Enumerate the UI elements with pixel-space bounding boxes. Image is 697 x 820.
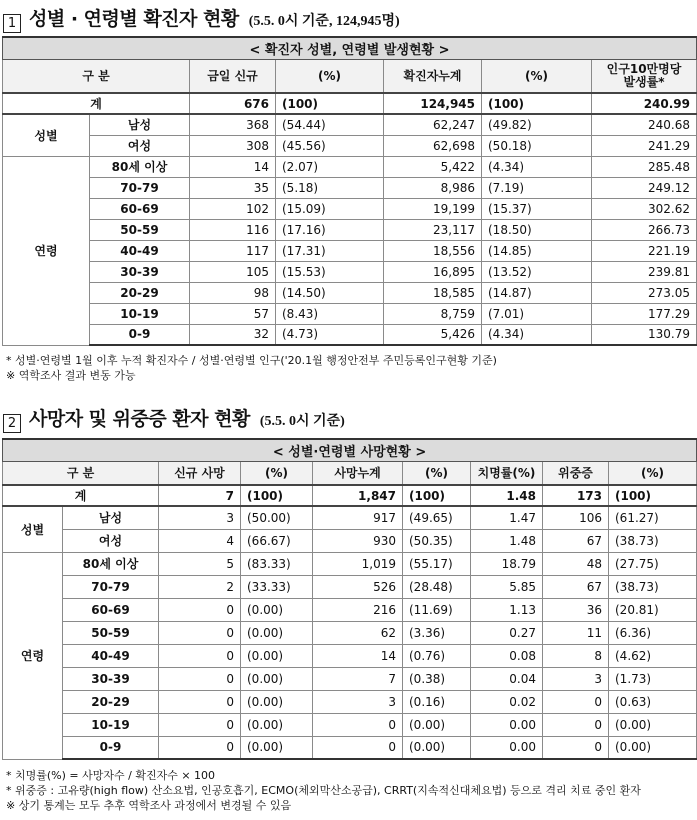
severe-cell: 8	[543, 644, 609, 667]
deaths-table-caption: < 성별·연령별 사망현황 >	[3, 439, 697, 461]
cum-deaths-cell: 1,019	[313, 552, 403, 575]
total-cum-deaths: 1,847	[313, 485, 403, 506]
table-row	[3, 177, 697, 198]
new-deaths-pct-cell: (0.00)	[241, 621, 313, 644]
severe-cell: 106	[543, 506, 609, 529]
new-cases-cell: 32	[190, 324, 276, 345]
row-label: 남성	[90, 114, 190, 135]
table-row	[3, 713, 697, 736]
rate-cell: 302.62	[592, 198, 697, 219]
cum-deaths-pct-cell: (50.35)	[403, 529, 471, 552]
table-row	[3, 690, 697, 713]
total-label: 계	[3, 93, 190, 114]
cum-deaths-pct-cell: (11.69)	[403, 598, 471, 621]
cum-pct-cell: (14.87)	[482, 282, 592, 303]
section2-notes	[6, 768, 641, 813]
total-rate: 240.99	[592, 93, 697, 114]
row-label: 10-19	[90, 303, 190, 324]
fatality-cell: 0.27	[471, 621, 543, 644]
new-deaths-cell: 0	[159, 736, 241, 759]
cum-deaths-pct-cell: (3.36)	[403, 621, 471, 644]
section2-note-2: * 위중증 : 고유량(high flow) 산소요법, 인공호흡기, ECMO(체외막산소공급), CRRT(지속적신대체요법) 등으로 격리 치료 중인 환자	[6, 784, 641, 797]
new-deaths-pct-cell: (0.00)	[241, 736, 313, 759]
cumulative-cell: 62,247	[384, 114, 482, 135]
severe-cell: 36	[543, 598, 609, 621]
table-row	[3, 135, 697, 156]
header-rate-line1: 인구10만명당	[606, 61, 682, 76]
row-label: 70-79	[63, 575, 159, 598]
header-new-deaths: 신규 사망	[159, 461, 241, 485]
section2-note-3: ※ 상기 통계는 모두 추후 역학조사 과정에서 변경될 수 있음	[6, 799, 292, 812]
table-row	[3, 282, 697, 303]
new-cases-cell: 116	[190, 219, 276, 240]
section1-number: 1	[3, 14, 21, 33]
new-deaths-cell: 5	[159, 552, 241, 575]
severe-cell: 0	[543, 713, 609, 736]
section1-notes	[6, 353, 497, 383]
cum-deaths-cell: 62	[313, 621, 403, 644]
table-row	[3, 240, 697, 261]
severe-pct-cell: (4.62)	[609, 644, 697, 667]
cumulative-cell: 23,117	[384, 219, 482, 240]
fatality-cell: 1.13	[471, 598, 543, 621]
section2-title: 사망자 및 위중증 환자 현황	[29, 408, 250, 430]
row-label: 30-39	[63, 667, 159, 690]
new-cases-cell: 35	[190, 177, 276, 198]
new-deaths-cell: 2	[159, 575, 241, 598]
new-cases-cell: 117	[190, 240, 276, 261]
new-cases-cell: 368	[190, 114, 276, 135]
total-cum: 124,945	[384, 93, 482, 114]
cum-deaths-pct-cell: (0.76)	[403, 644, 471, 667]
rate-cell: 130.79	[592, 324, 697, 345]
new-deaths-pct-cell: (0.00)	[241, 690, 313, 713]
cum-pct-cell: (18.50)	[482, 219, 592, 240]
table-row	[3, 621, 697, 644]
new-deaths-pct-cell: (0.00)	[241, 667, 313, 690]
cum-deaths-pct-cell: (0.16)	[403, 690, 471, 713]
row-label: 60-69	[90, 198, 190, 219]
cum-pct-cell: (50.18)	[482, 135, 592, 156]
new-pct-cell: (5.18)	[276, 177, 384, 198]
cumulative-cell: 19,199	[384, 198, 482, 219]
cumulative-cell: 8,986	[384, 177, 482, 198]
table-row	[3, 575, 697, 598]
deaths-table	[2, 438, 697, 760]
table-row	[3, 736, 697, 759]
new-deaths-cell: 0	[159, 598, 241, 621]
new-pct-cell: (45.56)	[276, 135, 384, 156]
fatality-cell: 0.00	[471, 713, 543, 736]
rate-cell: 285.48	[592, 156, 697, 177]
severe-pct-cell: (1.73)	[609, 667, 697, 690]
row-label: 남성	[63, 506, 159, 529]
total-new-deaths-pct: (100)	[241, 485, 313, 506]
row-label: 70-79	[90, 177, 190, 198]
severe-pct-cell: (6.36)	[609, 621, 697, 644]
new-deaths-pct-cell: (0.00)	[241, 598, 313, 621]
total-new-pct: (100)	[276, 93, 384, 114]
new-pct-cell: (14.50)	[276, 282, 384, 303]
severe-pct-cell: (38.73)	[609, 529, 697, 552]
rate-cell: 240.68	[592, 114, 697, 135]
section1-note-1: * 성별·연령별 1월 이후 누적 확진자수 / 성별·연령별 인구('20.1월 행정안전부 주민등록인구현황 기준)	[6, 354, 497, 367]
total-severe-pct: (100)	[609, 485, 697, 506]
table-row	[3, 156, 697, 177]
cum-deaths-cell: 216	[313, 598, 403, 621]
severe-pct-cell: (61.27)	[609, 506, 697, 529]
header-rate	[592, 59, 697, 93]
section2-subtitle: (5.5. 0시 기준)	[259, 414, 345, 429]
total-row	[3, 93, 697, 114]
cum-deaths-cell: 0	[313, 736, 403, 759]
row-group-label: 성별	[3, 506, 63, 552]
rate-cell: 241.29	[592, 135, 697, 156]
row-label: 20-29	[90, 282, 190, 303]
row-label: 여성	[63, 529, 159, 552]
new-deaths-pct-cell: (0.00)	[241, 713, 313, 736]
new-pct-cell: (15.53)	[276, 261, 384, 282]
new-deaths-cell: 0	[159, 690, 241, 713]
new-deaths-cell: 4	[159, 529, 241, 552]
cum-deaths-cell: 526	[313, 575, 403, 598]
header-cumulative: 확진자누계	[384, 59, 482, 93]
total-row	[3, 485, 697, 506]
row-label: 0-9	[63, 736, 159, 759]
table-row	[3, 644, 697, 667]
cum-deaths-pct-cell: (49.65)	[403, 506, 471, 529]
severe-pct-cell: (38.73)	[609, 575, 697, 598]
new-pct-cell: (54.44)	[276, 114, 384, 135]
row-label: 0-9	[90, 324, 190, 345]
header-new-pct: (%)	[276, 59, 384, 93]
new-cases-cell: 105	[190, 261, 276, 282]
severe-pct-cell: (20.81)	[609, 598, 697, 621]
new-deaths-cell: 0	[159, 644, 241, 667]
table-row	[3, 506, 697, 529]
cum-deaths-cell: 0	[313, 713, 403, 736]
table-row	[3, 529, 697, 552]
header-new-cases: 금일 신규	[190, 59, 276, 93]
section2-number: 2	[3, 414, 21, 433]
fatality-cell: 18.79	[471, 552, 543, 575]
row-label: 60-69	[63, 598, 159, 621]
cumulative-cell: 16,895	[384, 261, 482, 282]
header-category: 구 분	[3, 461, 159, 485]
row-label: 80세 이상	[63, 552, 159, 575]
cum-deaths-cell: 3	[313, 690, 403, 713]
cum-pct-cell: (7.19)	[482, 177, 592, 198]
new-pct-cell: (17.31)	[276, 240, 384, 261]
fatality-cell: 0.04	[471, 667, 543, 690]
cum-deaths-pct-cell: (55.17)	[403, 552, 471, 575]
section1-subtitle: (5.5. 0시 기준, 124,945명)	[248, 14, 400, 29]
table-row	[3, 667, 697, 690]
table-row	[3, 261, 697, 282]
table-row	[3, 324, 697, 345]
new-pct-cell: (15.09)	[276, 198, 384, 219]
table-row	[3, 303, 697, 324]
header-cum-deaths-pct: (%)	[403, 461, 471, 485]
new-deaths-pct-cell: (66.67)	[241, 529, 313, 552]
new-cases-cell: 14	[190, 156, 276, 177]
cumulative-cell: 5,426	[384, 324, 482, 345]
fatality-cell: 1.48	[471, 529, 543, 552]
new-deaths-pct-cell: (33.33)	[241, 575, 313, 598]
severe-cell: 3	[543, 667, 609, 690]
rate-cell: 266.73	[592, 219, 697, 240]
cum-deaths-pct-cell: (0.00)	[403, 713, 471, 736]
new-pct-cell: (8.43)	[276, 303, 384, 324]
rate-cell: 177.29	[592, 303, 697, 324]
severe-cell: 67	[543, 575, 609, 598]
new-deaths-cell: 3	[159, 506, 241, 529]
fatality-cell: 5.85	[471, 575, 543, 598]
severe-cell: 48	[543, 552, 609, 575]
cases-table	[2, 36, 697, 346]
rate-cell: 221.19	[592, 240, 697, 261]
total-new-deaths: 7	[159, 485, 241, 506]
table-row	[3, 219, 697, 240]
rate-cell: 239.81	[592, 261, 697, 282]
row-group-label: 연령	[3, 156, 90, 345]
new-deaths-pct-cell: (50.00)	[241, 506, 313, 529]
severe-pct-cell: (27.75)	[609, 552, 697, 575]
rate-cell: 249.12	[592, 177, 697, 198]
severe-cell: 11	[543, 621, 609, 644]
row-label: 50-59	[63, 621, 159, 644]
cases-table-caption: < 확진자 성별, 연령별 발생현황 >	[3, 37, 697, 59]
new-cases-cell: 98	[190, 282, 276, 303]
severe-pct-cell: (0.00)	[609, 713, 697, 736]
header-cum-deaths: 사망누계	[313, 461, 403, 485]
header-fatality: 치명률(%)	[471, 461, 543, 485]
cum-pct-cell: (49.82)	[482, 114, 592, 135]
cum-pct-cell: (15.37)	[482, 198, 592, 219]
new-pct-cell: (17.16)	[276, 219, 384, 240]
row-label: 여성	[90, 135, 190, 156]
severe-cell: 67	[543, 529, 609, 552]
new-pct-cell: (2.07)	[276, 156, 384, 177]
cum-deaths-pct-cell: (0.38)	[403, 667, 471, 690]
row-label: 40-49	[63, 644, 159, 667]
cum-pct-cell: (7.01)	[482, 303, 592, 324]
cumulative-cell: 5,422	[384, 156, 482, 177]
header-category: 구 분	[3, 59, 190, 93]
header-severe: 위중증	[543, 461, 609, 485]
new-deaths-cell: 0	[159, 667, 241, 690]
new-deaths-pct-cell: (0.00)	[241, 644, 313, 667]
section1-note-2: ※ 역학조사 결과 변동 가능	[6, 369, 136, 382]
new-deaths-cell: 0	[159, 713, 241, 736]
row-label: 10-19	[63, 713, 159, 736]
severe-pct-cell: (0.63)	[609, 690, 697, 713]
total-cum-deaths-pct: (100)	[403, 485, 471, 506]
new-cases-cell: 102	[190, 198, 276, 219]
cum-deaths-pct-cell: (28.48)	[403, 575, 471, 598]
cum-deaths-cell: 917	[313, 506, 403, 529]
row-label: 80세 이상	[90, 156, 190, 177]
cum-deaths-cell: 930	[313, 529, 403, 552]
severe-cell: 0	[543, 736, 609, 759]
cumulative-cell: 8,759	[384, 303, 482, 324]
row-group-label: 연령	[3, 552, 63, 759]
table-row	[3, 114, 697, 135]
new-deaths-pct-cell: (83.33)	[241, 552, 313, 575]
cum-deaths-cell: 14	[313, 644, 403, 667]
table-row	[3, 598, 697, 621]
row-label: 30-39	[90, 261, 190, 282]
new-cases-cell: 57	[190, 303, 276, 324]
total-label: 계	[3, 485, 159, 506]
fatality-cell: 0.08	[471, 644, 543, 667]
severe-pct-cell: (0.00)	[609, 736, 697, 759]
cumulative-cell: 18,556	[384, 240, 482, 261]
cum-deaths-cell: 7	[313, 667, 403, 690]
severe-cell: 0	[543, 690, 609, 713]
header-rate-line2: 발생률*	[623, 74, 665, 89]
total-fatality: 1.48	[471, 485, 543, 506]
section1-title: 성별 · 연령별 확진자 현황	[29, 8, 239, 30]
new-deaths-cell: 0	[159, 621, 241, 644]
cum-pct-cell: (13.52)	[482, 261, 592, 282]
row-label: 50-59	[90, 219, 190, 240]
new-pct-cell: (4.73)	[276, 324, 384, 345]
total-new: 676	[190, 93, 276, 114]
header-new-deaths-pct: (%)	[241, 461, 313, 485]
row-label: 40-49	[90, 240, 190, 261]
row-group-label: 성별	[3, 114, 90, 156]
fatality-cell: 0.02	[471, 690, 543, 713]
cum-pct-cell: (4.34)	[482, 156, 592, 177]
table-row	[3, 198, 697, 219]
cumulative-cell: 62,698	[384, 135, 482, 156]
table-row	[3, 552, 697, 575]
fatality-cell: 1.47	[471, 506, 543, 529]
cum-deaths-pct-cell: (0.00)	[403, 736, 471, 759]
section2-note-1: * 치명률(%) = 사망자수 / 확진자수 × 100	[6, 769, 216, 782]
cumulative-cell: 18,585	[384, 282, 482, 303]
total-severe: 173	[543, 485, 609, 506]
header-severe-pct: (%)	[609, 461, 697, 485]
new-cases-cell: 308	[190, 135, 276, 156]
cum-pct-cell: (4.34)	[482, 324, 592, 345]
header-cum-pct: (%)	[482, 59, 592, 93]
section1-heading	[3, 4, 400, 31]
section2-heading	[3, 404, 345, 431]
row-label: 20-29	[63, 690, 159, 713]
rate-cell: 273.05	[592, 282, 697, 303]
total-cum-pct: (100)	[482, 93, 592, 114]
fatality-cell: 0.00	[471, 736, 543, 759]
cum-pct-cell: (14.85)	[482, 240, 592, 261]
